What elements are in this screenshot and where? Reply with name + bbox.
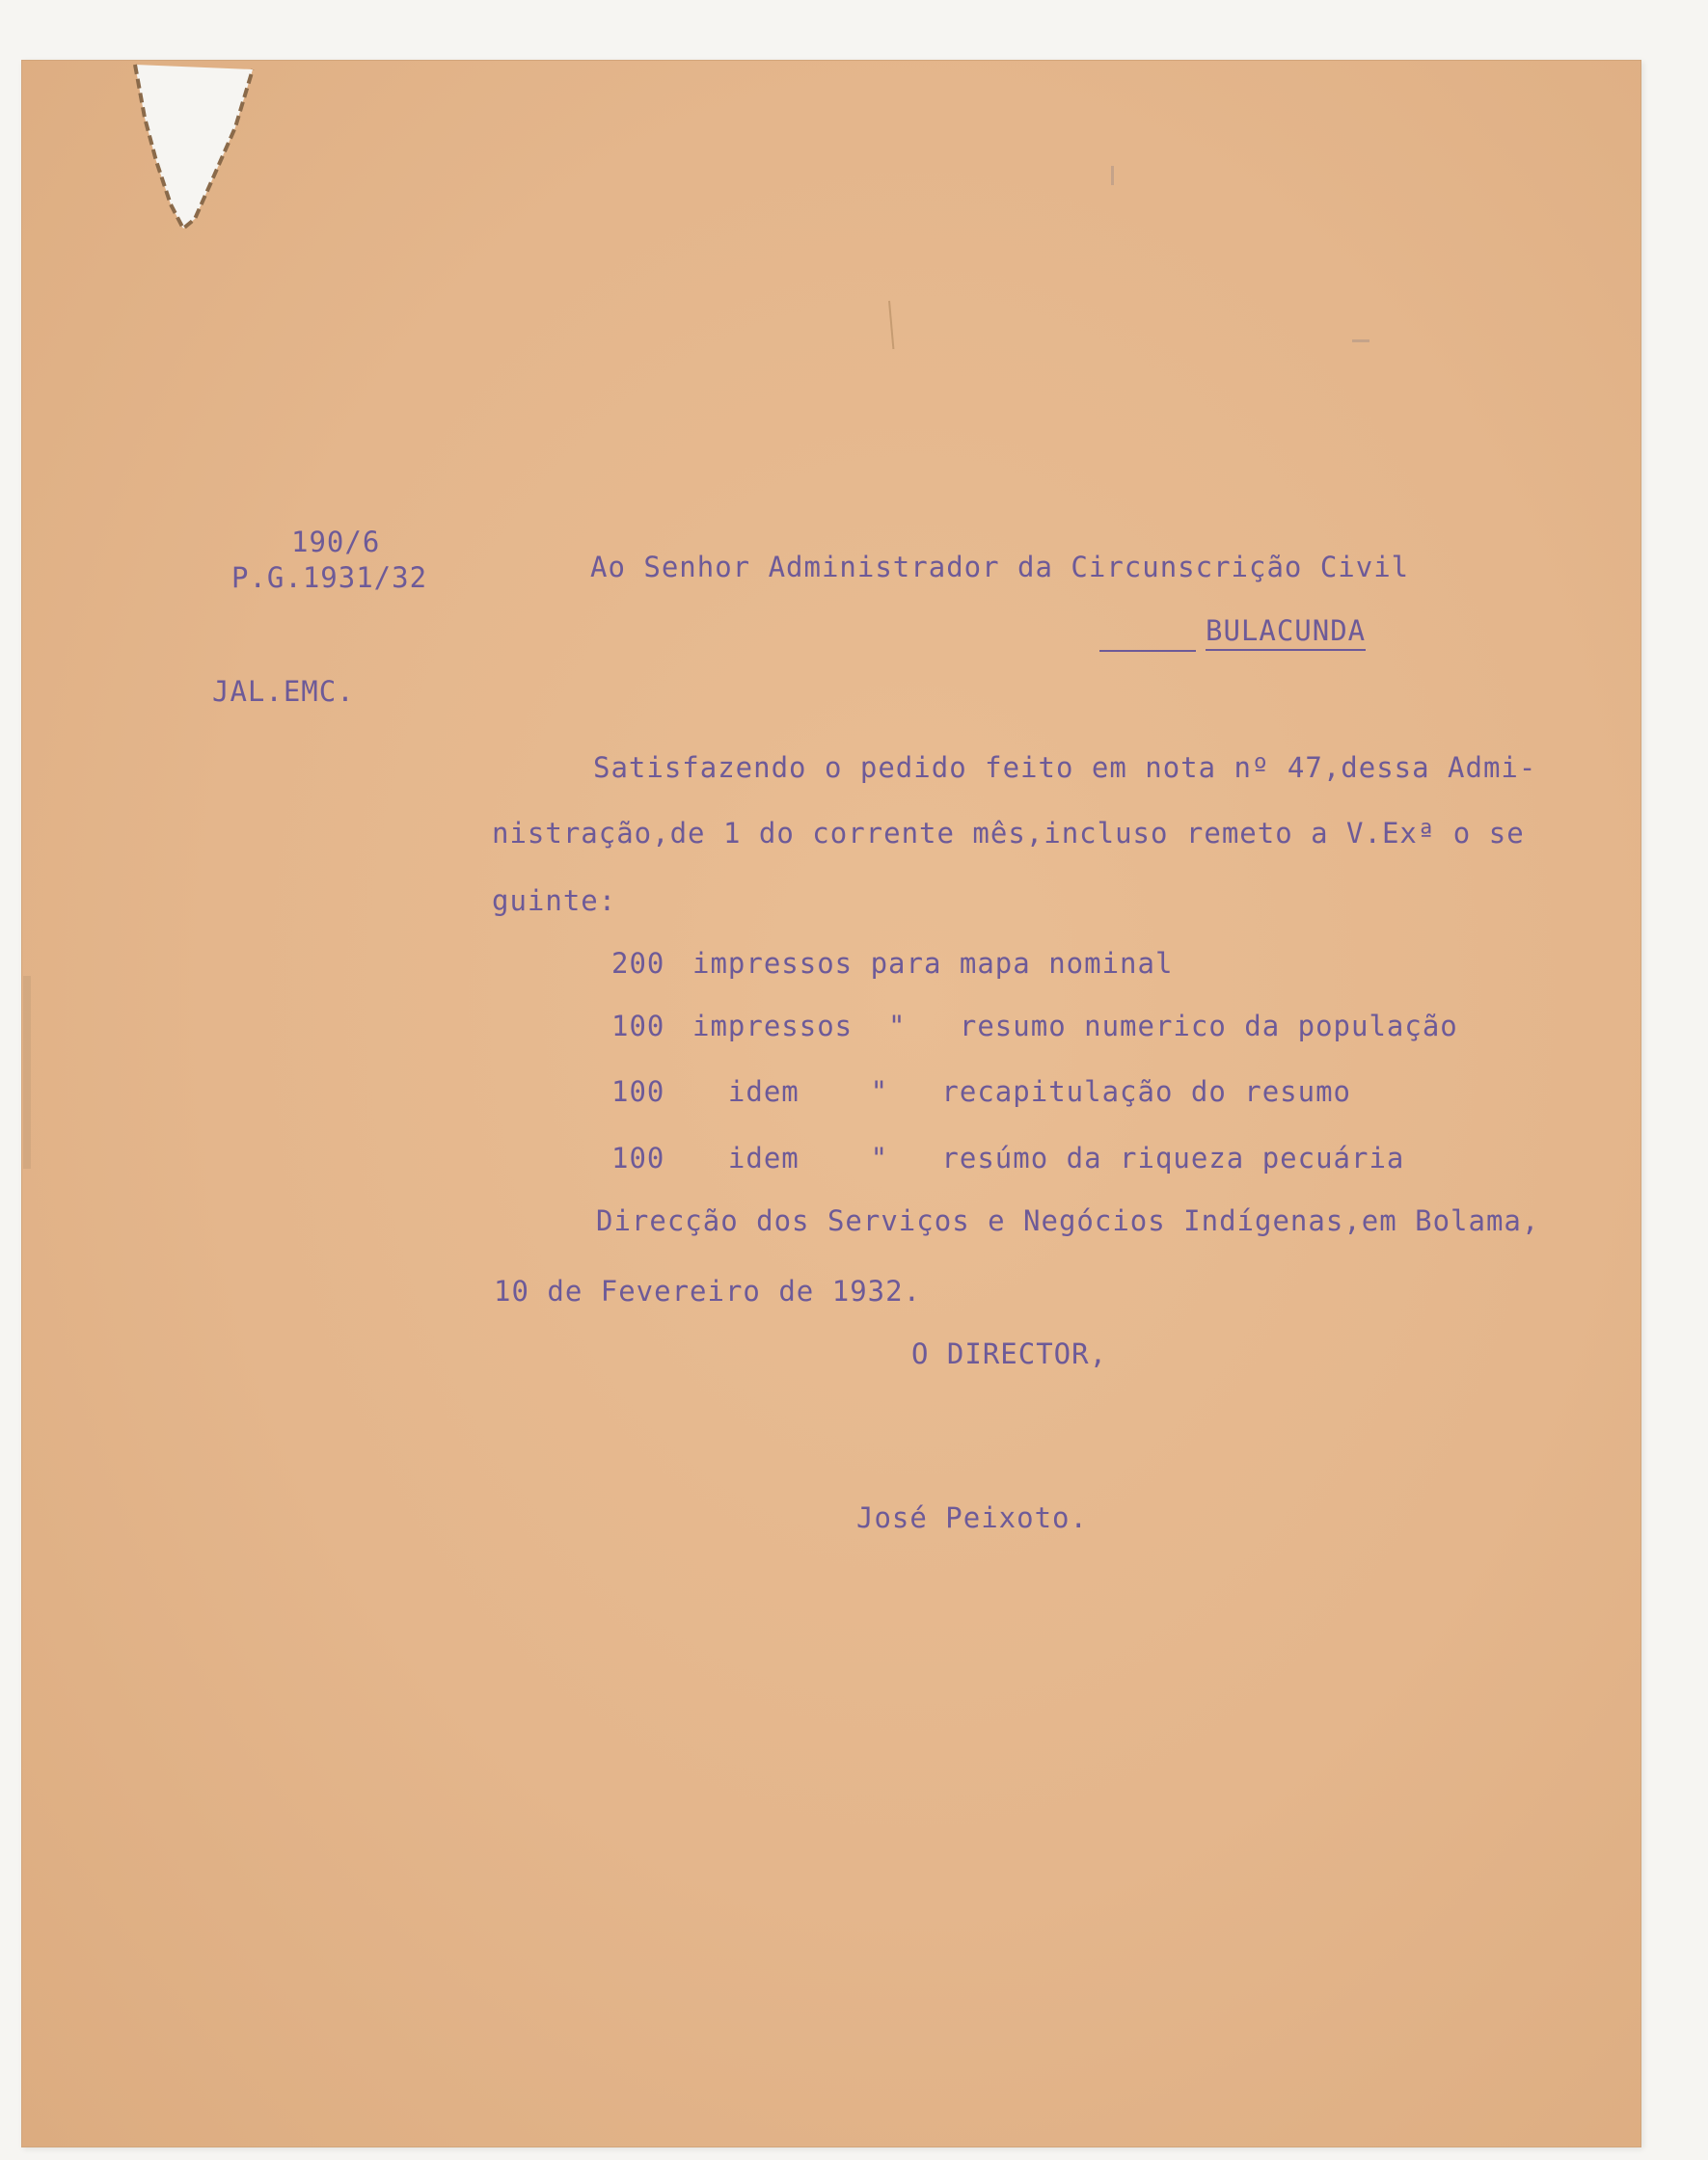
fold-mark [1352, 339, 1369, 342]
body-line-3: guinte: [492, 884, 617, 917]
closing-date: 10 de Fevereiro de 1932. [494, 1275, 922, 1308]
item-desc: impressos para mapa nominal [692, 947, 1174, 980]
typist-initials: JAL.EMC. [212, 675, 355, 708]
place-leading-rule [1099, 650, 1196, 652]
fold-mark [23, 976, 31, 1169]
item-qty: 100 [611, 1142, 665, 1174]
addressee-place: BULACUNDA [1206, 617, 1366, 651]
item-qty: 200 [611, 947, 665, 980]
closing-line-1: Direcção dos Serviços e Negócios Indígenas,em Bolama, [596, 1204, 1540, 1237]
body-line-2: nistração,de 1 do corrente mês,incluso remeto a V.Exª o se [492, 817, 1525, 850]
torn-corner-mark [21, 60, 1641, 349]
fold-mark [1111, 166, 1114, 185]
signatory-title: O DIRECTOR, [911, 1337, 1108, 1370]
process-number: P.G.1931/32 [231, 561, 428, 594]
item-qty: 100 [611, 1010, 665, 1042]
item-desc: impressos " resumo numerico da população [692, 1010, 1458, 1042]
body-line-1: Satisfazendo o pedido feito em nota nº 47,dessa Admi- [593, 751, 1537, 784]
reference-number: 190/6 [291, 526, 381, 558]
signatory-name: José Peixoto. [856, 1501, 1088, 1534]
item-desc: idem " recapitulação do resumo [692, 1075, 1352, 1108]
addressee-place-row [1099, 614, 1462, 656]
item-desc: idem " resúmo da riqueza pecuária [692, 1142, 1405, 1174]
item-qty: 100 [611, 1075, 665, 1108]
addressee-line: Ao Senhor Administrador da Circunscrição Civil [590, 551, 1410, 583]
